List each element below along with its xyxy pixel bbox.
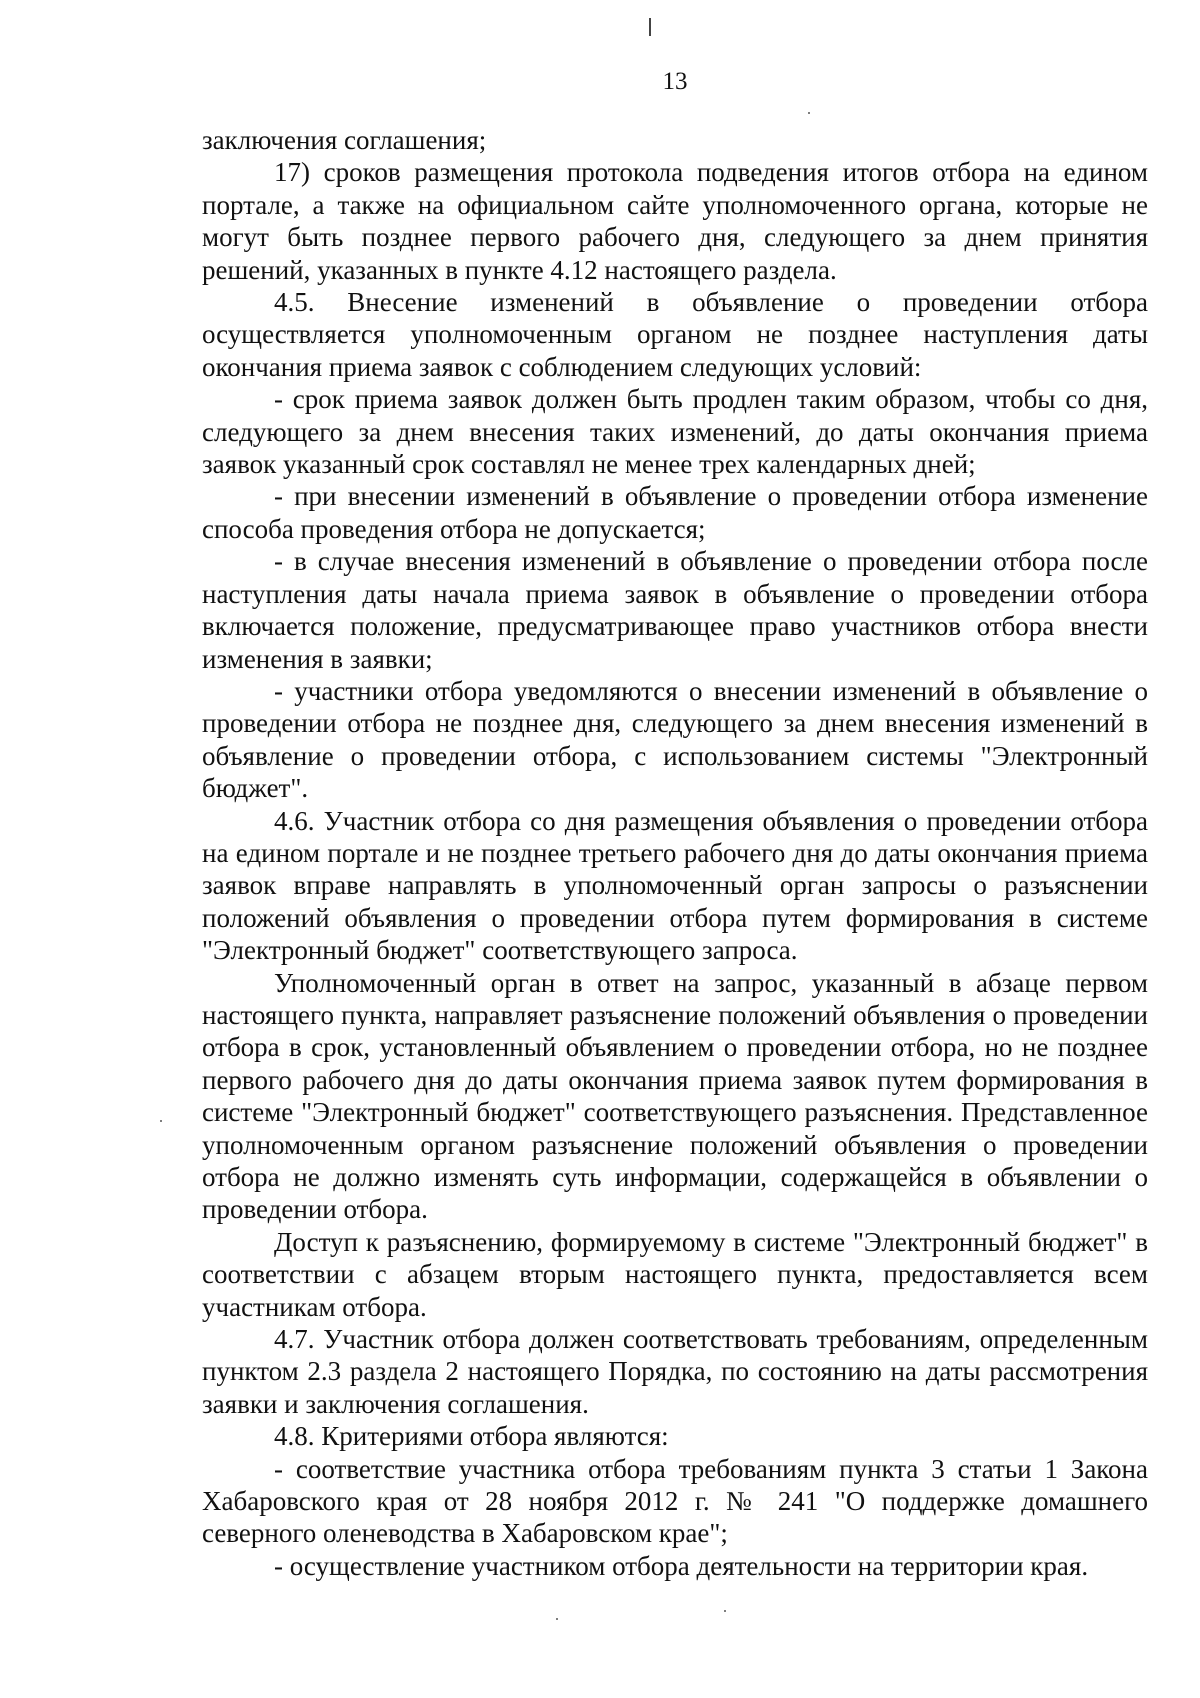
paragraph: 4.7. Участник отбора должен соответствовать требованиям, определенным пунктом 2.3 раздела 2 настоящего Порядка, по состоянию на даты рассмотрения заявки и заключения соглашения. bbox=[202, 1324, 1148, 1419]
document-body bbox=[202, 124, 1148, 1582]
scan-speck bbox=[808, 112, 810, 114]
scan-speck bbox=[724, 1610, 726, 1612]
paragraph: 4.8. Критериями отбора являются: bbox=[274, 1421, 669, 1452]
paragraph: - участники отбора уведомляются о внесении изменений в объявление о проведении отбора не позднее дня, следующего за днем внесения изменений в объявление о проведении отбора, с использованием системы "Электронный бюджет". bbox=[202, 675, 1148, 804]
paragraph: - срок приема заявок должен быть продлен таким образом, чтобы со дня, следующего за днем внесения таких изменений, до даты окончания приема заявок указанный срок составлял не менее трех календарных дней; bbox=[202, 384, 1148, 480]
paragraph: заключения соглашения; bbox=[202, 125, 487, 155]
paragraph: 4.5. Внесение изменений в объявление о проведении отбора осуществляется уполномоченным органом не позднее наступления даты окончания приема заявок с соблюдением следующих условий: bbox=[202, 287, 1148, 382]
paragraph: 17) сроков размещения протокола подведения итогов отбора на едином портале, а также на официальном сайте уполномоченного органа, которые не могут быть позднее первого рабочего дня, следующего за днем принятия решений, указанных в пункте 4.12 настоящего раздела. bbox=[202, 157, 1148, 285]
paragraph: 4.6. Участник отбора со дня размещения объявления о проведении отбора на едином портале и не позднее третьего рабочего дня до даты окончания приема заявок вправе направлять в уполномоченный орган запросы о разъяснении положений объявления о проведении отбора путем формирования в системе "Электронный бюджет" соответствующего запроса. bbox=[202, 805, 1148, 966]
scan-mark bbox=[649, 18, 651, 36]
paragraph: - осуществление участником отбора деятельности на территории края. bbox=[274, 1550, 1089, 1581]
page-number: 13 bbox=[662, 68, 688, 95]
paragraph: - при внесении изменений в объявление о проведении отбора изменение способа проведения отбора не допускается; bbox=[202, 481, 1148, 544]
scan-speck bbox=[160, 1120, 162, 1122]
paragraph: Доступ к разъяснению, формируемому в системе "Электронный бюджет" в соответствии с абзацем вторым настоящего пункта, предоставляется всем участникам отбора. bbox=[202, 1226, 1148, 1322]
paragraph: - в случае внесения изменений в объявление о проведении отбора после наступления даты начала приема заявок в объявление о проведении отбора включается положение, предусматривающее право участников отбора внести изменения в заявки; bbox=[202, 546, 1148, 674]
scan-speck bbox=[556, 1618, 558, 1620]
paragraph: - соответствие участника отбора требованиям пункта 3 статьи 1 Закона Хабаровского края от 28 ноября 2012 г. № 241 "О поддержке домашнего северного оленеводства в Хабаровском крае"; bbox=[202, 1453, 1148, 1549]
paragraph: Уполномоченный орган в ответ на запрос, указанный в абзаце первом настоящего пункта, направляет разъяснение положений объявления о проведении отбора в срок, установленный объявлением о проведении отбора, но не позднее первого рабочего дня до даты окончания приема заявок путем формирования в системе "Электронный бюджет" соответствующего разъяснения. Представленное уполномоченным органом разъяснение положений объявления о проведении отбора не должно изменять суть информации, содержащейся в объявлении о проведении отбора. bbox=[202, 967, 1148, 1225]
